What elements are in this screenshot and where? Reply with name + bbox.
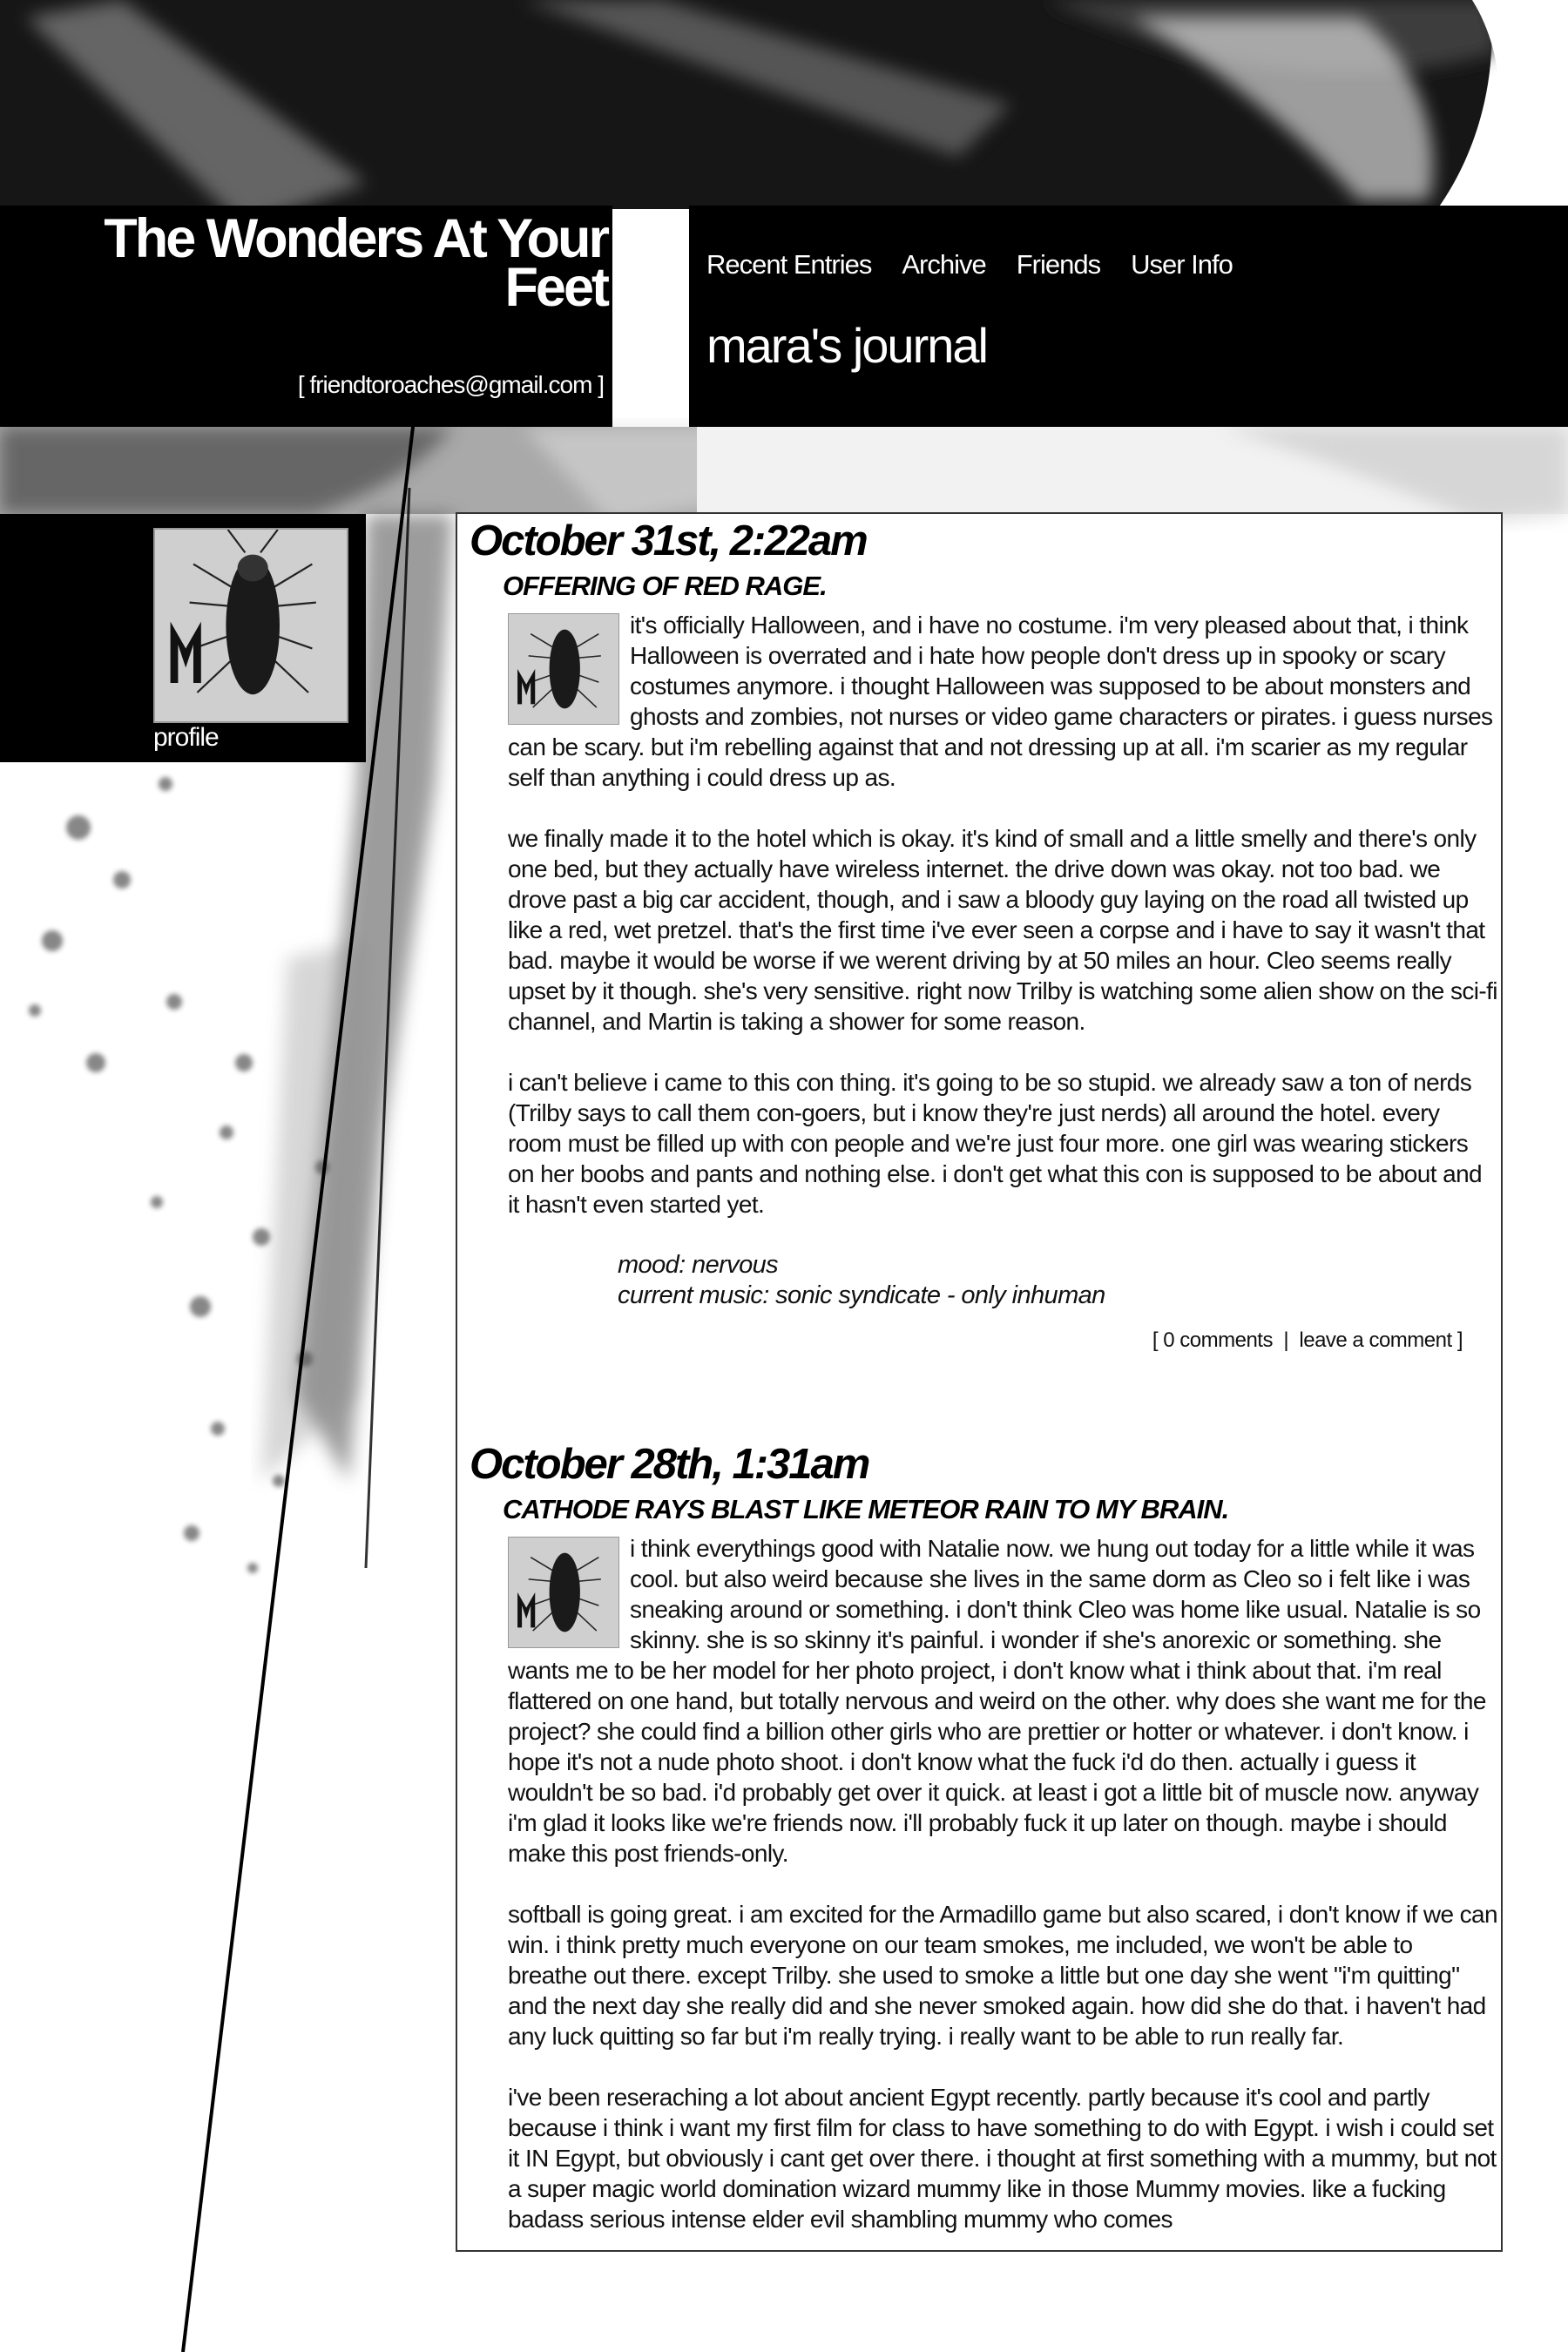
entry-music: current music: sonic syndicate - only inhuman [618,1281,1105,1309]
header-title-box [0,206,612,427]
entry-paragraph: we finally made it to the hotel which is okay. it's kind of small and a little smelly and there's only one bed, but they actually have wireless internet. the drive down was okay. not too bad. we drove past a big car accident, though, and i saw a bloody guy laying on the road all twisted up like a red, wet pretzel. that's the first time i've ever seen a corpse and i have to say it wasn't that bad. maybe it would be worse if we werent driving by at 50 miles an hour. Cleo seems really upset by it though. she's very sensitive. right now Trilby is watching some alien show on the sci-fi channel, and Martin is taking a shower for some reason. [508,825,1497,1035]
journal-content [456,512,1503,2252]
entry-meta [618,1250,1497,1311]
journal-entry [457,1437,1501,2234]
comments-links: [ 0 comments | leave a comment ] [1152,1328,1463,1352]
profile-box [0,514,366,762]
entry-mood: mood: nervous [618,1251,779,1279]
cockroach-icon [508,1537,619,1648]
site-email: [ friendtoroaches@gmail.com ] [297,371,604,398]
entry-date: October 28th, 1:31am [470,1441,869,1488]
entry-paragraph: i've been reseraching a lot about ancient Egypt recently. partly because it's cool and partly because i think i want my first film for class to have something to do with Egypt. i wish i could set it IN Egypt, but obviously i cant get over there. i thought at first something with a mummy, but not a super magic world domination wizard mummy like in those Mummy movies. like a fucking badass serious intense elder evil shambling mummy who comes [508,2084,1497,2233]
entry-paragraph: softball is going great. i am excited for the Armadillo game but also scared, i don't know if we can win. i think pretty much everyone on our team smokes, me included, we won't be able to breathe out there. except Trilby. she used to smoke a little but one day she went "i'm quitting" and the next day she really did and she never smoked again. how did she do that. i haven't had any luck quitting so far but i'm really trying. i really want to be able to run really far. [508,1901,1497,2050]
entry-body [508,1533,1497,2234]
nav-recent-entries[interactable]: Recent Entries [706,249,872,280]
leave-comment-link[interactable]: leave a comment [1299,1328,1452,1352]
cockroach-icon [508,613,619,725]
nav-links [706,249,1233,280]
nav-user-info[interactable]: User Info [1131,249,1233,280]
cockroach-icon[interactable] [153,528,348,723]
entry-subject: OFFERING OF RED RAGE. [503,571,827,601]
nav-archive[interactable]: Archive [902,249,986,280]
nav-box [689,206,1568,427]
comments-link[interactable]: 0 comments [1163,1328,1273,1352]
journal-entry [457,514,1501,1355]
entry-date: October 31st, 2:22am [470,517,867,564]
entry-paragraph: it's officially Halloween, and i have no costume. i'm very pleased about that, i think Halloween is overrated and i hate how people don't dress up in spooky or scary costumes anymore. i thought Halloween was supposed to be about monsters and ghosts and zombies, not nurses or video game characters or pirates. i guess nurses can be scary. but i'm rebelling against that and not dressing up at all. i'm scarier as my regular self than anything i could dress up as. [508,612,1493,791]
site-title: The Wonders At Your Feet [104,208,607,318]
entry-paragraph: i think everythings good with Natalie now. we hung out today for a little while it was cool. but also weird because she lives in the same dorm as Cleo so i felt like i was sneaking around or something. i don't think Cleo was home like usual. Natalie is so skinny. she is so skinny it's painful. i wonder if she's anorexic or something. she wants me to be her model for her photo project, i don't know what i think about that. i'm real flattered on one hand, but totally nervous and weird on the other. why does she want me for the project? she could find a billion other girls who are prettier or hotter or whatever. i don't know. i hope it's not a nude photo shoot. i don't know what the fuck i'd do then. actually i guess it wouldn't be so bad. i'd probably get over it quick. at least i got a little bit of muscle now. anyway i'm glad it looks like we're friends now. i'll probably fuck it up later on though. maybe i should make this post friends-only. [508,1535,1486,1867]
entry-paragraph: i can't believe i came to this con thing. it's going to be so stupid. we already saw a ton of nerds (Trilby says to call them con-goers, but i know they're just nerds) all around the hotel. every room must be filled up with con people and we're just four more. one girl was wearing stickers on her boobs and pants and nothing else. i don't get what this con is supposed to be about and it hasn't even started yet. [508,1069,1483,1218]
profile-link[interactable]: profile [153,723,219,752]
journal-name: mara's journal [706,318,987,373]
entry-body [508,610,1497,1355]
entry-subject: CATHODE RAYS BLAST LIKE METEOR RAIN TO MY BRAIN. [503,1494,1229,1524]
nav-friends[interactable]: Friends [1016,249,1101,280]
